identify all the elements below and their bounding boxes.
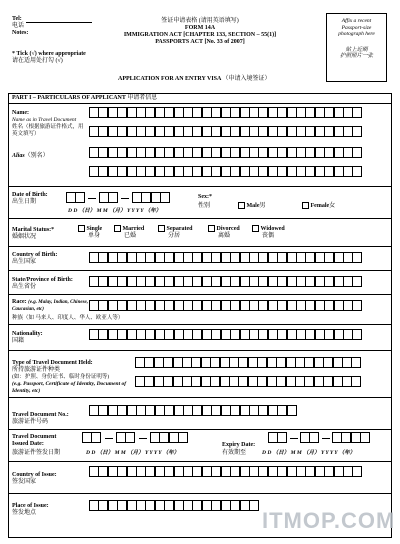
name-sub-label: Name as in Travel Document (12, 117, 77, 123)
tick-note-cn: 请在适用处打勾 (√) (12, 58, 63, 64)
issued-dash-2 (139, 438, 147, 439)
sex-female-option[interactable]: Female女 (302, 202, 335, 210)
race-label: Race: (e.g. Malay, Indian, Chinese, Caucasian, etc) (12, 299, 88, 312)
tel-label: Tel: (12, 16, 22, 22)
dob-dash-2 (121, 198, 129, 199)
dob-year[interactable] (132, 192, 170, 203)
char-cell[interactable] (352, 276, 362, 287)
issued-year[interactable] (150, 432, 188, 443)
divider-7 (8, 350, 392, 351)
sex-label: Sex:* (198, 194, 212, 200)
char-cell[interactable] (277, 432, 287, 443)
char-cell[interactable] (352, 147, 362, 158)
passports-act: PASSPORTS ACT [No. 33 of 2007] (155, 39, 245, 45)
divider-5 (8, 294, 392, 295)
char-cell[interactable] (352, 107, 362, 118)
country-of-issue-input[interactable] (89, 466, 362, 477)
char-cell[interactable] (287, 405, 297, 416)
dob-label: Date of Birth: (12, 192, 48, 198)
immigration-act: IMMIGRATION ACT [CHAPTER 133, SECTION – 55(1)] (123, 32, 277, 38)
notes-label: Notes: (12, 30, 29, 36)
divider-1 (8, 186, 392, 187)
expiry-dash-1 (290, 438, 298, 439)
single-checkbox[interactable] (78, 225, 85, 232)
marital-single-option[interactable]: Single 单身 (78, 225, 102, 240)
nationality-label-cn: 国籍 (12, 338, 25, 344)
marital-separated-option[interactable]: Separated 分居 (158, 225, 193, 240)
expiry-label: Expiry Date: (222, 442, 256, 448)
char-cell[interactable] (91, 432, 101, 443)
divider-9 (8, 429, 392, 430)
race-label-cn: 种族（如 马来人、印度人、华人、欧亚人等） (12, 315, 124, 321)
separated-checkbox[interactable] (158, 225, 165, 232)
issued-day[interactable] (82, 432, 101, 443)
place-of-issue-input[interactable] (89, 500, 258, 511)
dob-format-hint: D D （日） M M （月） Y Y Y Y （年） (68, 208, 162, 214)
country-of-birth-input[interactable] (89, 252, 362, 263)
alias-row-1[interactable] (89, 147, 362, 158)
nationality-label: Nationality: (12, 331, 43, 337)
divider-6 (8, 324, 392, 325)
travel-doc-type-hint: (e.g. Passport, Certificate of Identity, Document of Identity, etc) (12, 381, 127, 394)
char-cell[interactable] (125, 432, 135, 443)
part-header-divider (8, 103, 392, 104)
dob-dash-1 (88, 198, 96, 199)
form-title-cn: 签证申请表格 (请用英语填写) (161, 18, 239, 24)
travel-doc-no-input[interactable] (89, 405, 296, 416)
watermark: ITMOP.COM (262, 508, 396, 533)
dob-day[interactable] (66, 192, 85, 203)
marital-divorced-option[interactable]: Divorced 离婚 (208, 225, 240, 240)
state-of-birth-label-cn: 出生省份 (12, 284, 37, 290)
travel-doc-no-label: Travel Document No.: (12, 412, 69, 418)
marital-married-option[interactable]: Married 已婚 (114, 225, 144, 240)
marital-widowed-option[interactable]: Widowed 丧偶 (252, 225, 285, 240)
travel-doc-type-hint-cn: (如：护照、身份证书、临时身份证明等) (12, 374, 110, 380)
part1-title: PART I – PARTICULARS OF APPLICANT 申请者信息 (12, 95, 158, 101)
form-number: FORM 14A (184, 25, 216, 31)
state-of-birth-input[interactable] (89, 276, 362, 287)
divider-2 (8, 218, 392, 219)
issued-format-hint: D D （日） M M （月） Y Y Y Y （年） (86, 450, 180, 456)
application-title: APPLICATION FOR AN ENTRY VISA （申请入境签证） (118, 76, 271, 82)
char-cell[interactable] (352, 126, 362, 137)
married-checkbox[interactable] (114, 225, 121, 232)
sex-label-cn: 性别 (198, 203, 211, 209)
char-cell[interactable] (352, 166, 362, 177)
divider-4 (8, 270, 392, 271)
female-checkbox[interactable] (302, 202, 309, 209)
photo-instructions-cn-1: 贴上近期 (345, 46, 368, 53)
male-checkbox[interactable] (238, 202, 245, 209)
issued-dash-1 (105, 438, 113, 439)
expiry-year[interactable] (332, 432, 370, 443)
country-of-birth-label: Country of Birth: (12, 252, 58, 258)
divider-10 (8, 461, 392, 462)
name-label: Name: (12, 110, 29, 116)
expiry-month[interactable] (300, 432, 319, 443)
char-cell[interactable] (351, 357, 361, 368)
dob-month[interactable] (99, 192, 118, 203)
place-of-issue-label-cn: 签发地点 (12, 510, 37, 516)
expiry-dash-2 (322, 438, 330, 439)
alias-row-2[interactable] (89, 166, 362, 177)
widowed-checkbox[interactable] (252, 225, 259, 232)
travel-doc-issued-label: Travel Document Issued Date: (12, 434, 57, 447)
char-cell[interactable] (352, 466, 362, 477)
dob-label-cn: 出生日期 (12, 199, 37, 205)
photo-instructions: Affix a recent Passport-size photograph here (338, 18, 375, 37)
tick-note: * Tick (√) where appropriate (12, 51, 86, 57)
name-row-1[interactable] (89, 107, 362, 118)
travel-doc-type-row-2[interactable] (135, 376, 361, 387)
char-cell[interactable] (352, 252, 362, 263)
expiry-label-cn: 有效期至 (222, 450, 247, 456)
travel-doc-no-label-cn: 旅游证件号码 (12, 419, 49, 425)
char-cell[interactable] (75, 192, 85, 203)
photo-instructions-cn-2: 护照照片一张 (339, 53, 373, 59)
place-of-issue-label: Place of Issue: (12, 503, 49, 509)
marital-label: Marital Status:* (12, 227, 55, 233)
issued-month[interactable] (116, 432, 135, 443)
char-cell[interactable] (249, 500, 259, 511)
tel-label-cn: 电话 (12, 23, 25, 29)
divider-8 (8, 397, 392, 398)
travel-doc-issued-label-cn: 旅游证件签发日期 (12, 450, 61, 456)
country-of-birth-label-cn: 出生国家 (12, 259, 37, 265)
state-of-birth-label: State/Province of Birth: (12, 277, 73, 283)
char-cell[interactable] (351, 376, 361, 387)
name-label-cn: 姓名（根据旅游证件格式，用英文填写） (12, 124, 84, 137)
divider-11 (8, 493, 392, 494)
char-cell[interactable] (352, 329, 362, 340)
char-cell[interactable] (309, 432, 319, 443)
country-of-issue-label: Country of Issue: (12, 472, 57, 478)
alias-label: Alias（别名） (12, 153, 49, 159)
char-cell[interactable] (352, 300, 362, 311)
char-cell[interactable] (178, 432, 188, 443)
race-input[interactable] (89, 300, 362, 311)
travel-doc-type-label: Type of Travel Document Held: (12, 360, 93, 366)
char-cell[interactable] (360, 432, 370, 443)
expiry-format-hint: D D （日） M M （月） Y Y Y Y （年） (262, 450, 356, 456)
expiry-day[interactable] (268, 432, 287, 443)
tel-line (26, 22, 92, 23)
char-cell[interactable] (108, 192, 118, 203)
char-cell[interactable] (160, 192, 170, 203)
marital-label-cn: 婚姻状况 (12, 234, 37, 240)
country-of-issue-label-cn: 签发国家 (12, 479, 37, 485)
sex-male-option[interactable]: Male男 (238, 202, 266, 210)
travel-doc-type-row-1[interactable] (135, 357, 361, 368)
name-row-2[interactable] (89, 126, 362, 137)
nationality-input[interactable] (89, 329, 362, 340)
divorced-checkbox[interactable] (208, 225, 215, 232)
photo-box[interactable] (326, 13, 387, 82)
divider-3 (8, 246, 392, 247)
travel-doc-type-label-cn: 所持旅游证件种类 (12, 367, 61, 373)
